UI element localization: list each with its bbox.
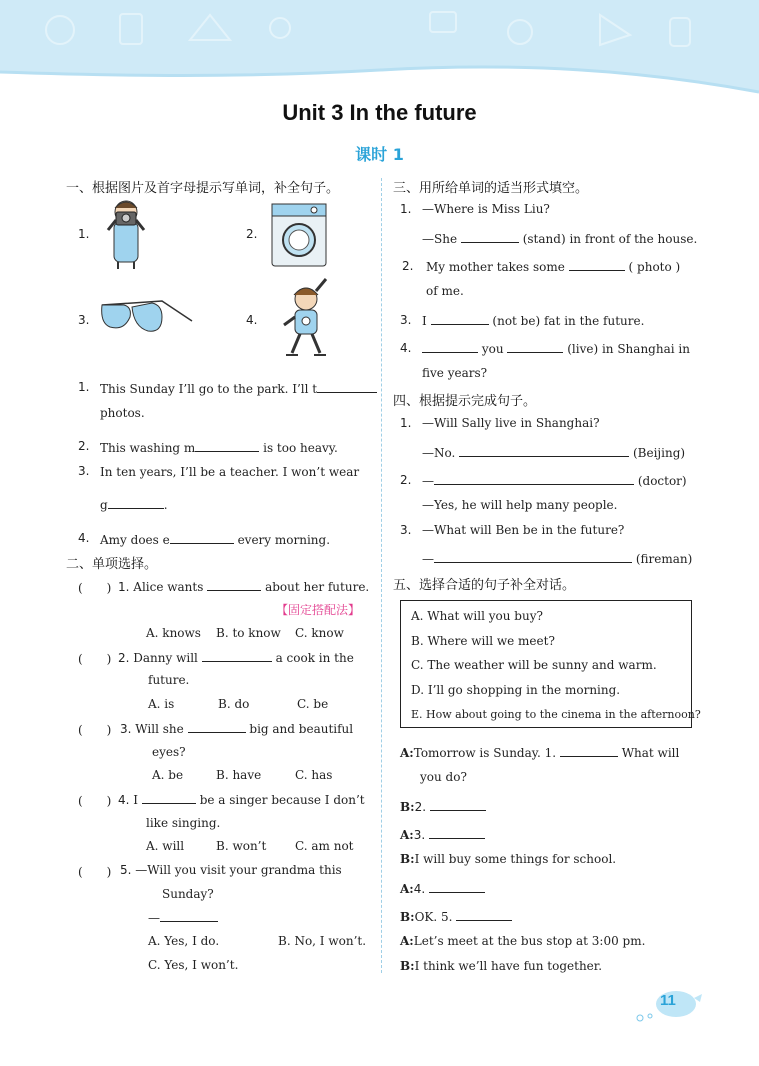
- s1-q4-text: Amy does e: [100, 533, 170, 547]
- s1-q4-text-b: every morning.: [237, 533, 331, 547]
- s3-q4-blank-2[interactable]: [507, 341, 563, 353]
- unit-title: Unit 3 In the future: [282, 100, 477, 125]
- s4-q1-blank[interactable]: [459, 445, 629, 457]
- s3-q2-hint: ( photo ): [628, 260, 681, 274]
- s2-q2-num: 2.: [118, 651, 130, 665]
- s4-q1: —Will Sally live in Shanghai?: [422, 416, 600, 430]
- s2-q5-answer: [148, 910, 218, 925]
- pic-label-1: 1.: [78, 227, 90, 241]
- s1-q2-blank[interactable]: [195, 440, 259, 452]
- s3-num-3: 3.: [400, 313, 412, 327]
- s4-q3-hint: (fireman): [635, 552, 693, 566]
- s2-q3-stem: Will she: [135, 722, 184, 736]
- blank-1[interactable]: [560, 745, 618, 757]
- pic-label-4: 4.: [246, 313, 258, 327]
- s4-q3-blank[interactable]: [434, 551, 632, 563]
- s4-q2-blank[interactable]: [434, 473, 634, 485]
- option-b: B. Where will we meet?: [411, 634, 555, 648]
- speaker-b: B:: [400, 800, 415, 814]
- girl-camera-image: [98, 198, 154, 270]
- s3-q3-text-b: (not be) fat in the future.: [492, 314, 645, 328]
- s4-q1-hint: (Beijing): [632, 446, 686, 460]
- s2-q3-blank[interactable]: [188, 721, 246, 733]
- line-7-text: Let’s meet at the bus stop at 3:00 pm.: [413, 934, 646, 948]
- s2-q3-option-c[interactable]: C. has: [295, 768, 333, 782]
- s3-q1: —Where is Miss Liu?: [422, 202, 550, 216]
- s2-q1-option-a[interactable]: A. knows: [146, 626, 201, 640]
- line-1-text-b: What will: [621, 746, 680, 760]
- s2-q5-option-a[interactable]: A. Yes, I do.: [148, 934, 220, 948]
- s2-q5-option-b[interactable]: B. No, I won’t.: [278, 934, 367, 948]
- speaker-b: B:: [400, 959, 415, 973]
- s1-q3-blank[interactable]: [108, 497, 164, 509]
- s2-q5-dash: —: [148, 911, 160, 925]
- s2-q2-stem: Danny will: [133, 651, 198, 665]
- option-d: D. I’ll go shopping in the morning.: [411, 683, 621, 697]
- s4-num-3: 3.: [400, 523, 412, 537]
- s2-q4: [118, 792, 365, 807]
- option-a: A. What will you buy?: [411, 609, 543, 623]
- s2-q1-option-c[interactable]: C. know: [295, 626, 344, 640]
- s1-q3-cont: [100, 497, 168, 512]
- speaker-b: B:: [400, 910, 415, 924]
- column-divider: [381, 178, 382, 973]
- s1-q4-blank[interactable]: [170, 532, 234, 544]
- s4-q2-hint: (doctor): [637, 474, 687, 488]
- dialogue-line-1: [400, 745, 679, 760]
- s2-q1-option-b[interactable]: B. to know: [216, 626, 281, 640]
- speaker-a: A:: [400, 828, 414, 842]
- page-number: 11: [660, 992, 676, 1009]
- s3-q4-text: you: [481, 342, 504, 356]
- s2-q4-stem-b: be a singer because I don’t: [199, 793, 365, 807]
- s3-q1-text-b: (stand) in front of the house.: [522, 232, 698, 246]
- s2-q4-option-c[interactable]: C. am not: [295, 839, 354, 853]
- s1-q2: [100, 440, 338, 455]
- blank-4[interactable]: [429, 881, 485, 893]
- line-5-num: 4.: [413, 882, 426, 896]
- s2-q4-blank[interactable]: [142, 792, 196, 804]
- dialogue-line-1-cont: you do?: [420, 770, 467, 784]
- section-4-heading: 四、根据提示完成句子。: [393, 394, 537, 409]
- s2-q3: [120, 721, 353, 736]
- s4-q3: —What will Ben be in the future?: [422, 523, 625, 537]
- s2-q4-option-b[interactable]: B. won’t: [216, 839, 267, 853]
- s1-num-4: 4.: [78, 531, 90, 545]
- dialogue-line-5: [400, 881, 485, 896]
- s2-q1-stem-b: about her future.: [265, 580, 370, 594]
- line-1-text: Tomorrow is Sunday. 1.: [413, 746, 557, 760]
- s4-q2: [422, 473, 687, 488]
- s2-q5-paren[interactable]: ( ): [78, 865, 112, 879]
- section-2-heading: 二、单项选择。: [66, 557, 158, 572]
- s3-q4: [422, 341, 690, 356]
- s4-q1-text: —No.: [422, 446, 456, 460]
- s1-q2-text-b: is too heavy.: [263, 441, 338, 455]
- dialogue-line-4: [400, 852, 616, 866]
- s1-q1-cont: photos.: [100, 406, 145, 420]
- s2-q4-option-a[interactable]: A. will: [146, 839, 185, 853]
- speaker-a: A:: [400, 934, 414, 948]
- s1-num-3: 3.: [78, 464, 90, 478]
- dialogue-line-7: [400, 934, 645, 948]
- dialogue-line-6: [400, 909, 512, 924]
- dialogue-line-2: [400, 799, 486, 814]
- option-c: C. The weather will be sunny and warm.: [411, 658, 657, 672]
- washing-machine-image: [270, 202, 328, 268]
- s2-q1-stem: Alice wants: [133, 580, 204, 594]
- s3-q4-text-b: (live) in Shanghai in: [567, 342, 690, 356]
- s1-q2-text: This washing m: [100, 441, 196, 455]
- line-4-text: I will buy some things for school.: [414, 852, 617, 866]
- blank-2[interactable]: [430, 799, 486, 811]
- s2-q3-stem-b: big and beautiful: [249, 722, 354, 736]
- s3-q4-cont: five years?: [422, 366, 488, 380]
- s1-q3-text-b: g: [100, 498, 108, 512]
- s2-q5-blank[interactable]: [160, 910, 218, 922]
- pic-label-3: 3.: [78, 313, 90, 327]
- blank-3[interactable]: [429, 827, 485, 839]
- blank-5[interactable]: [456, 909, 512, 921]
- s3-q2-text: My mother takes some: [426, 260, 565, 274]
- s2-q5-num: 5.: [120, 863, 132, 877]
- s2-q5-option-c[interactable]: C. Yes, I won’t.: [148, 958, 239, 972]
- s3-q3-blank[interactable]: [431, 313, 489, 325]
- s2-q3-paren[interactable]: ( ): [78, 723, 112, 737]
- line-3-num: 3.: [413, 828, 426, 842]
- s2-q2-stem-b: a cook in the: [275, 651, 354, 665]
- s2-q3-option-b[interactable]: B. have: [216, 768, 262, 782]
- s4-q2-dash: —: [422, 474, 434, 488]
- s2-q2-blank[interactable]: [202, 650, 272, 662]
- s2-q1-paren[interactable]: ( ): [78, 581, 112, 595]
- s2-q3-stem-c: eyes?: [152, 745, 186, 759]
- girl-exercising-image: [278, 277, 334, 359]
- s2-q3-option-a[interactable]: A. be: [152, 768, 184, 782]
- section-3-heading: 三、用所给单词的适当形式填空。: [393, 181, 589, 196]
- s4-num-2: 2.: [400, 473, 412, 487]
- header-banner: [0, 0, 759, 110]
- s2-q4-stem-c: like singing.: [146, 816, 221, 830]
- s4-q2-line2: —Yes, he will help many people.: [422, 498, 618, 512]
- s3-q3-text: I: [422, 314, 427, 328]
- s1-q3: In ten years, I’ll be a teacher. I won’t wear: [100, 465, 360, 479]
- s2-q3-num: 3.: [120, 722, 132, 736]
- dialogue-line-8: [400, 959, 602, 973]
- line-6-text: OK. 5.: [414, 910, 453, 924]
- speaker-b: B:: [400, 852, 415, 866]
- s3-num-2: 2.: [402, 259, 414, 273]
- s3-q1-blank[interactable]: [461, 231, 519, 243]
- s4-q1-line2: [422, 445, 685, 460]
- s3-q2-cont: of me.: [426, 284, 464, 298]
- s4-q3-dash: —: [422, 552, 434, 566]
- s2-q2-option-a[interactable]: A. is: [148, 697, 175, 711]
- s2-q2-option-c[interactable]: C. be: [297, 697, 329, 711]
- line-8-text: I think we’ll have fun together.: [414, 959, 603, 973]
- s1-q1-blank[interactable]: [317, 381, 377, 393]
- s3-q1-text: —She: [422, 232, 458, 246]
- s3-q2-blank[interactable]: [569, 259, 625, 271]
- line-2-num: 2.: [414, 800, 427, 814]
- s1-q3-period: .: [163, 498, 168, 512]
- lesson-title: 课时 1: [355, 145, 404, 164]
- s1-q1: [100, 381, 377, 396]
- fixed-collocation-tag: 【固定搭配法】: [276, 603, 361, 617]
- s2-q4-paren[interactable]: ( ): [78, 794, 112, 808]
- speaker-a: A:: [400, 746, 414, 760]
- s2-q2-option-b[interactable]: B. do: [218, 697, 250, 711]
- s2-q1: [118, 579, 369, 594]
- s2-q4-num: 4.: [118, 793, 130, 807]
- s2-q1-num: 1.: [118, 580, 130, 594]
- s2-q2: [118, 650, 354, 665]
- s2-q5: [120, 863, 342, 877]
- s3-num-1: 1.: [400, 202, 412, 216]
- pic-label-2: 2.: [246, 227, 258, 241]
- s3-q1-line2: [422, 231, 697, 246]
- section-5-heading: 五、选择合适的句子补全对话。: [393, 578, 576, 593]
- s3-q2: [426, 259, 680, 274]
- s2-q2-paren[interactable]: ( ): [78, 652, 112, 666]
- s2-q4-stem: I: [133, 793, 139, 807]
- s4-num-1: 1.: [400, 416, 412, 430]
- dialogue-line-3: [400, 827, 485, 842]
- s2-q5-stem-b: Sunday?: [162, 887, 214, 901]
- s3-q4-blank-1[interactable]: [422, 341, 478, 353]
- s4-q3-line2: [422, 551, 692, 566]
- s2-q2-stem-c: future.: [148, 673, 190, 687]
- s2-q5-stem: —Will you visit your grandma this: [135, 863, 342, 877]
- s2-q1-blank[interactable]: [207, 579, 261, 591]
- section-1-heading: 一、根据图片及首字母提示写单词，补全句子。: [66, 181, 340, 196]
- s1-q4: [100, 532, 330, 547]
- s3-num-4: 4.: [400, 341, 412, 355]
- speaker-a: A:: [400, 882, 414, 896]
- s1-q1-text: This Sunday I’ll go to the park. I’ll t: [100, 382, 318, 396]
- s3-q3: [422, 313, 644, 328]
- option-e: E. How about going to the cinema in the afternoon?: [411, 708, 701, 721]
- s1-num-2: 2.: [78, 439, 90, 453]
- sunglasses-image: [96, 295, 194, 339]
- s1-num-1: 1.: [78, 380, 90, 394]
